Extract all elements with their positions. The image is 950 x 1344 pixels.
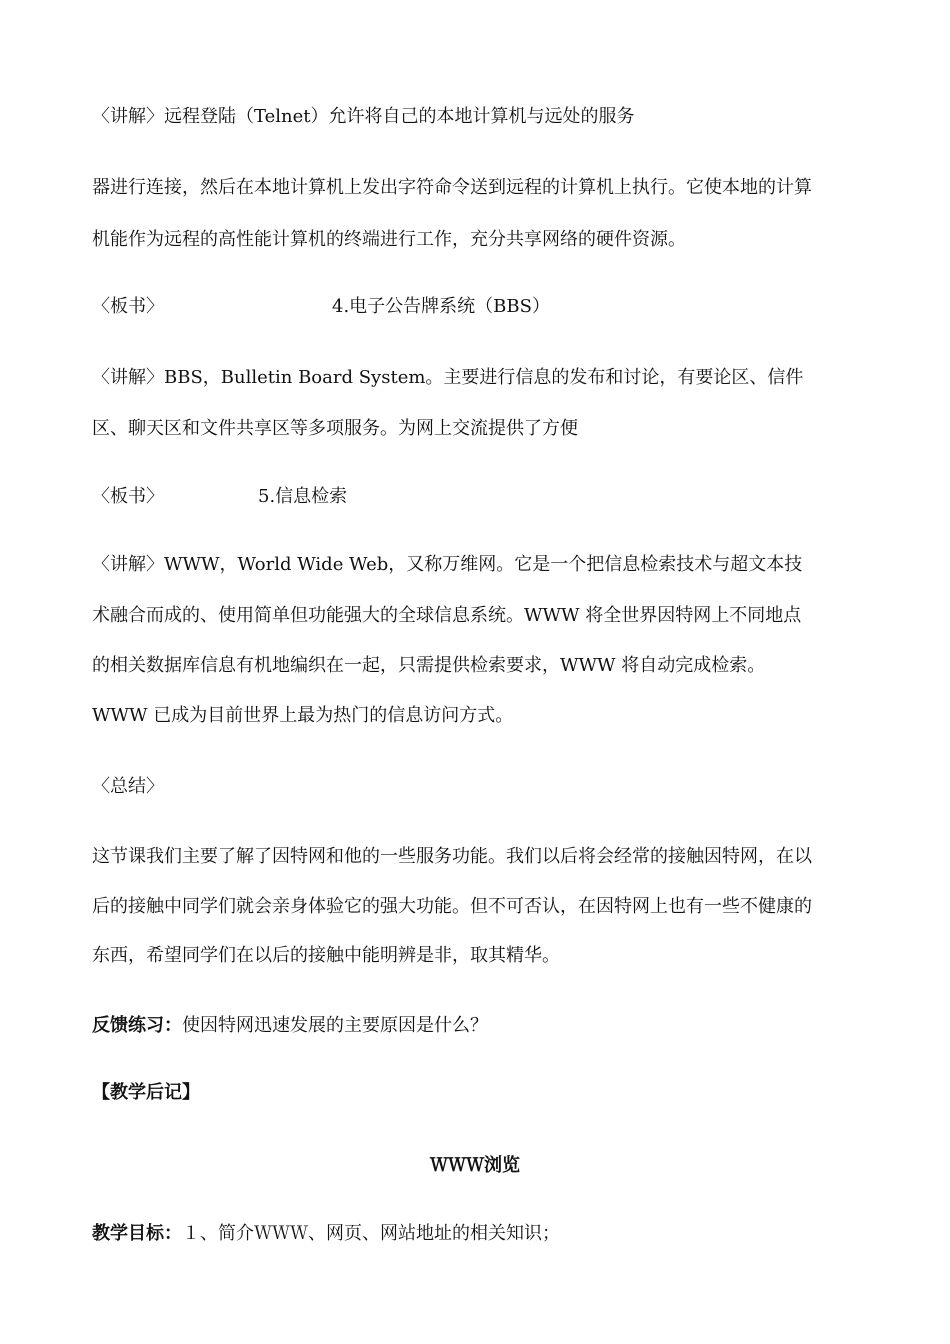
text-line: 术融合而成的、使用简单但功能强大的全球信息系统。WWW 将全世界因特网上不同地点: [92, 605, 802, 626]
teaching-objective: [92, 1221, 560, 1247]
feedback-exercise: [92, 1013, 488, 1039]
board-tag: 〈板书〉: [92, 296, 164, 317]
objective-text: １、简介ＷＷＷ、网页、网站地址的相关知识；: [182, 1223, 560, 1244]
board-text: 5.信息检索: [258, 486, 348, 507]
section-title: ＷＷＷ浏览: [430, 1155, 520, 1176]
board-text: 4.电子公告牌系统（BBS）: [332, 296, 550, 317]
board-tag: 〈板书〉: [92, 486, 164, 507]
teaching-postscript: 【教学后记】: [92, 1082, 200, 1103]
text-line: 后的接触中同学们就会亲身体验它的强大功能。但不可否认，在因特网上也有一些不健康的: [92, 896, 812, 917]
text-line: WWW 已成为目前世界上最为热门的信息访问方式。: [92, 705, 514, 726]
text-line: 〈讲解〉BBS，Bulletin Board System。主要进行信息的发布和讨论，有要论区、信件: [92, 367, 804, 388]
feedback-label: 反馈练习：: [92, 1015, 182, 1036]
objective-label: 教学目标：: [92, 1223, 182, 1244]
feedback-text: 使因特网迅速发展的主要原因是什么？: [182, 1015, 488, 1036]
text-line: 区、聊天区和文件共享区等多项服务。为网上交流提供了方便: [92, 418, 578, 439]
text-line: 这节课我们主要了解了因特网和他的一些服务功能。我们以后将会经常的接触因特网，在以: [92, 846, 812, 867]
text-line: 〈讲解〉WWW，World Wide Web，又称万维网。它是一个把信息检索技术与超文本技: [92, 554, 803, 575]
summary-tag: 〈总结〉: [92, 776, 164, 797]
board-heading-4: [92, 294, 550, 320]
board-heading-5: [92, 484, 348, 510]
text-line: 〈讲解〉远程登陆（Telnet）允许将自己的本地计算机与远处的服务: [92, 106, 635, 127]
text-line: 东西，希望同学们在以后的接触中能明辨是非，取其精华。: [92, 945, 560, 966]
text-line: 的相关数据库信息有机地编织在一起，只需提供检索要求，WWW 将自动完成检索。: [92, 655, 766, 676]
text-line: 器进行连接，然后在本地计算机上发出字符命令送到远程的计算机上执行。它使本地的计算: [92, 177, 812, 198]
text-line: 机能作为远程的高性能计算机的终端进行工作，充分共享网络的硬件资源。: [92, 229, 686, 250]
